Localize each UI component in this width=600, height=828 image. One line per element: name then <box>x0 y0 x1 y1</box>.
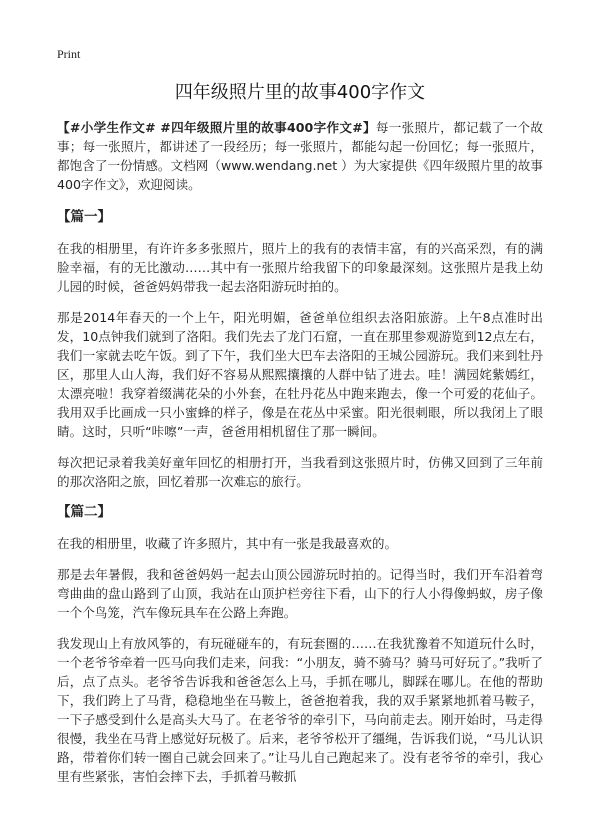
paragraph: 在我的相册里，收藏了许多照片，其中有一张是我最喜欢的。 <box>57 536 398 551</box>
intro-text: 每一张照片，都记载了一个故事；每一张照片，都讲述了一段经历；每一张照片，都能勾起一份回忆；每一张照片，都饱含了一份情感。文档网（www.wendang.net ）为大家提供《四年级照片里的故事400字作文》，欢迎阅读。 <box>57 120 543 192</box>
paragraph: 那是2014年春天的一个上午，阳光明媚，爸爸单位组织去洛阳旅游。上午8点准时出发，10点钟我们就到了洛阳。我们先去了龙门石窟，一直在那里参观游览到12点左右，我们一家就去吃午饭。到了下午，我们坐大巴车去洛阳的王城公园游玩。我们来到牡丹区，那里人山人海，我们好不容易从熙熙攘攘的人群中钻了进去。哇！满园姹紫嫣红，太漂亮啦！我穿着缀满花朵的小外套，在牡丹花丛中跑来跑去，像一个可爱的花仙子。我用双手比画成一只小蜜蜂的样子，像是在花丛中采蜜。阳光很刺眼，所以我闭上了眼睛。这时，只听“咔嚓”一声，爸爸用相机留住了那一瞬间。 <box>57 310 543 439</box>
section-1 <box>57 208 543 491</box>
section-heading: 【篇二】 <box>57 504 111 520</box>
paragraph: 在我的相册里，有许许多多张照片，照片上的我有的表情丰富，有的兴高采烈，有的满脸幸福，有的无比激动……其中有一张照片给我留下的印象最深刻。这张照片是我上幼儿园的时候，爸爸妈妈带我一起去洛阳游玩时拍的。 <box>57 241 543 294</box>
paragraph: 每次把记录着我美好童年回忆的相册打开，当我看到这张照片时，仿佛又回到了三年前的那次洛阳之旅，回忆着那一次难忘的旅行。 <box>57 455 543 489</box>
intro-paragraph <box>57 118 543 194</box>
page-title: 四年级照片里的故事400字作文 <box>174 82 426 103</box>
article-tags: 【#小学生作文# #四年级照片里的故事400字作文#】 <box>57 120 376 135</box>
paragraph: 我发现山上有放风筝的，有玩碰碰车的，有玩套圈的……在我犹豫着不知道玩什么时，一个老爷爷牵着一匹马向我们走来，问我：“小朋友，骑不骑马？骑马可好玩了。”我听了后，点了点头。老爷爷告诉我和爸爸怎么上马，手抓在哪儿，脚踩在哪儿。在他的帮助下，我们跨上了马背，稳稳地坐在马鞍上，爸爸抱着我，我的双手紧紧地抓着马鞍子，一下子感受到什么是高头大马了。在老爷爷的牵引下，马向前走去。刚开始时，马走得很慢，我坐在马背上感觉好玩极了。后来，老爷爷松开了缰绳，告诉我们说，“马儿认识路，带着你们转一圈自己就会回来了。”让马儿自己跑起来了。没有老爷爷的牵引，我心里有些紧张，害怕会摔下去，手抓着马鞍抓 <box>57 636 543 784</box>
print-link[interactable]: Print <box>57 47 81 61</box>
paragraph: 那是去年暑假，我和爸爸妈妈一起去山顶公园游玩时拍的。记得当时，我们开车沿着弯弯曲曲的盘山路到了山顶，我站在山顶护栏旁往下看，山下的行人小得像蚂蚁，房子像一个个鸟笼，汽车像玩具车在公路上奔跑。 <box>57 567 543 620</box>
article-body <box>57 118 543 798</box>
section-2 <box>57 503 543 786</box>
section-heading: 【篇一】 <box>57 209 111 225</box>
